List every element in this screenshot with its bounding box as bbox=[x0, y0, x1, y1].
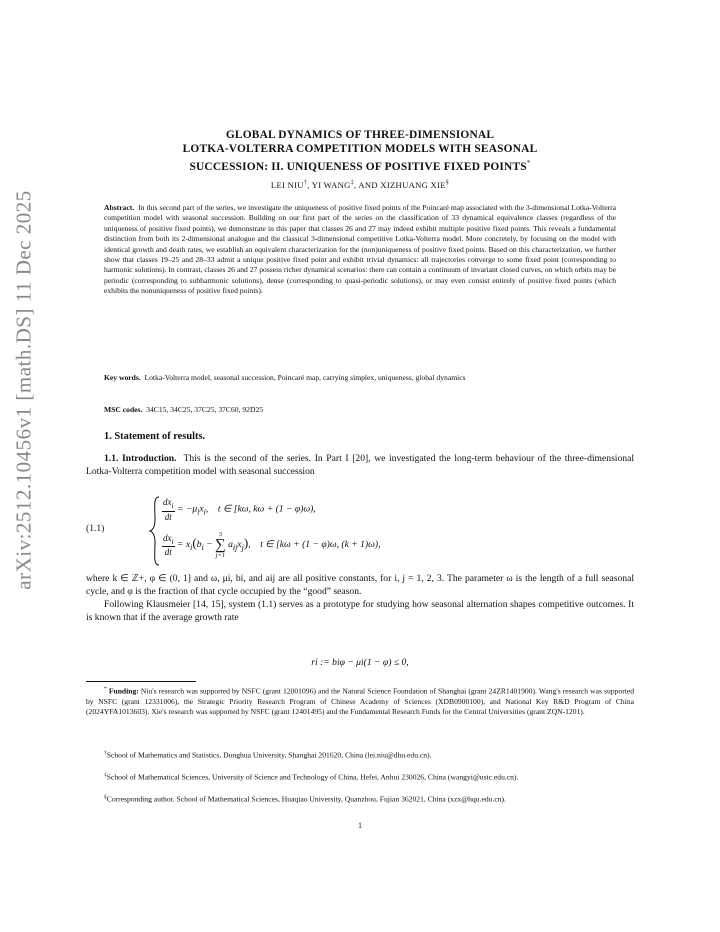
title-line-2: LOTKA-VOLTERRA COMPETITION MODELS WITH SEASONAL bbox=[182, 143, 538, 155]
footnote-2-text: School of Mathematics and Statistics, Donghua University, Shanghai 201620, China (lei.niu@dhu.edu.cn). bbox=[106, 750, 432, 760]
abstract-label: Abstract. bbox=[104, 203, 135, 212]
footnote-1-label: Funding: bbox=[108, 686, 139, 696]
growth-rate-equation: ri := biφ − μi(1 − φ) ≤ 0, bbox=[311, 657, 409, 668]
footnote-3-text: School of Mathematical Sciences, University of Science and Technology of China, Hefei, Anhui 230026, China (wangyi@ustc.edu.cn). bbox=[106, 772, 519, 782]
keywords bbox=[104, 373, 616, 383]
keywords-text: Lotka-Volterra model, seasonal succession, Poincaré map, carrying simplex, uniqueness, global dynamics bbox=[144, 373, 466, 382]
arxiv-sidebar-stamp bbox=[2, 120, 46, 660]
where-text: where k ∈ ℤ+, φ ∈ (0, 1] and ω, μi, bi, and aij are all positive constants, for i, j = 1, 2, 3. The parameter ω is the length of a full seasonal cycle, and φ is the fraction of that cycle occupied by the “good” season. bbox=[86, 573, 634, 597]
klausmeier-paragraph: Following Klausmeier [14, 15], system (1.1) serves as a prototype for studying how seasonal alternation shapes competitive outcomes. It is known that if the average growth rate bbox=[86, 599, 634, 623]
author-2: , YI WANG bbox=[307, 180, 351, 190]
msc-text: 34C15, 34C25, 37C25, 37C60, 92D25 bbox=[146, 405, 264, 414]
footnote-funding bbox=[86, 684, 634, 717]
author-3-mark: § bbox=[445, 180, 450, 187]
intro-text: This is the second of the series. In Part I [20], we investigated the long-term behaviour of the three-dimensional Lotka-Volterra competition model with seasonal succession bbox=[86, 453, 634, 477]
equation-row-2: $\frac{dx_i}{dt}$ = $x_i(b_i$ − 3 ∑ j=1 $a_{ij}x_j$), t ∈ [kω + (1 − φ)ω, (k + 1)ω), bbox=[163, 531, 381, 559]
equation-row-2-condition: t ∈ [kω + (1 − φ)ω, (k + 1)ω), bbox=[260, 539, 381, 551]
footnote-3-mark: ‡ bbox=[104, 772, 107, 778]
title-line-1: GLOBAL DYNAMICS OF THREE-DIMENSIONAL bbox=[225, 129, 495, 141]
title-footnote-mark: * bbox=[526, 159, 531, 167]
author-1: LEI NIU bbox=[270, 180, 304, 190]
footnote-affiliation-3 bbox=[86, 792, 634, 805]
footnote-2-mark: † bbox=[104, 750, 107, 756]
footnote-4-text: Corresponding author. School of Mathematical Sciences, Huaqiao University, Quanzhou, Fujian 362021, China (xzx@hqu.edu.cn). bbox=[106, 794, 506, 804]
abstract-text: In this second part of the series, we investigate the uniqueness of positive fixed points of the Poincaré map associated with the 3-dimensional Lotka-Volterra competition model with seasonal succession. Building on our first part of the series on the classification of 33 dynamical equivalence classes (regardless of the uniqueness of positive fixed points), we demonstrate in this paper that classes 26 and 27 may indeed exhibit multiple positive fixed points. This reveals a fundamental distinction from both its 2-dimensional analogue and the classical 3-dimensional competitive Lotka-Volterra model. More concretely, by focusing on the model with identical growth and death rates, we establish an equivalent characterization for the (non)uniqueness of positive fixed points. Based on this characterization, we further show that classes 19–25 and 28–33 admit a unique positive fixed point and exhibit trivial dynamics: all trajectories converge to some fixed point (corresponding to harmonic solutions). In contrast, classes 26 and 27 possess richer dynamical scenarios: there can contain a continuum of invariant closed curves, on which orbits may be periodic (corresponding to subharmonic solutions), dense (corresponding to quasi-periodic solutions), or may even consist entirely of positive fixed points (which exhibits the nonuniqueness of positive fixed points). bbox=[104, 203, 617, 296]
left-brace bbox=[148, 495, 162, 567]
equation-system bbox=[148, 495, 618, 567]
abstract bbox=[104, 203, 616, 297]
author-3: , AND XIZHUANG XIE bbox=[353, 180, 446, 190]
page-number: 1 bbox=[358, 821, 362, 830]
equation-row-1-condition: t ∈ [kω, kω + (1 − φ)ω), bbox=[217, 503, 316, 515]
author-2-mark: ‡ bbox=[350, 180, 354, 187]
msc-codes bbox=[104, 405, 616, 415]
footnote-1-mark: * bbox=[104, 686, 107, 692]
arxiv-id: arXiv:2512.10456v1 [math.DS] 11 Dec 2025 bbox=[11, 190, 36, 590]
title-line-3: SUCCESSION: II. UNIQUENESS OF POSITIVE FIXED POINTS bbox=[189, 160, 527, 173]
author-1-mark: † bbox=[303, 180, 308, 187]
footnote-4-mark: § bbox=[104, 794, 107, 800]
equation-number: (1.1) bbox=[86, 523, 105, 534]
paper-title bbox=[86, 128, 634, 174]
footnote-affiliation-1 bbox=[86, 748, 634, 761]
keywords-label: Key words. bbox=[104, 373, 141, 382]
equation-row-1: $\frac{dx_i}{dt}$ = $-\mu_ix_i$, t ∈ [kω, kω + (1 − φ)ω), bbox=[163, 497, 316, 522]
intro-label: 1.1. Introduction. bbox=[104, 453, 177, 464]
author-list bbox=[86, 180, 634, 190]
where-paragraph bbox=[86, 572, 634, 624]
intro-paragraph bbox=[86, 452, 634, 478]
msc-label: MSC codes. bbox=[104, 405, 143, 414]
footnote-1-text: Niu's research was supported by NSFC (grant 12001096) and the Natural Science Foundation of Shanghai (grant 24ZR1401900). Wang's research was supported by NSFC (grant 12331006), the Strategic Priority Research Program of Chinese Academy of Sciences (XDB0900100), and National Key R&D Program of China (2024YFA1013603). Xie's research was supported by NSFC (grant 12401495) and the Fundamental Research Funds for the Central Universities (grant ZQN-1201). bbox=[86, 686, 634, 716]
footnote-rule bbox=[86, 681, 196, 682]
section-heading: 1. Statement of results. bbox=[104, 431, 206, 442]
footnote-affiliation-2 bbox=[86, 770, 634, 783]
